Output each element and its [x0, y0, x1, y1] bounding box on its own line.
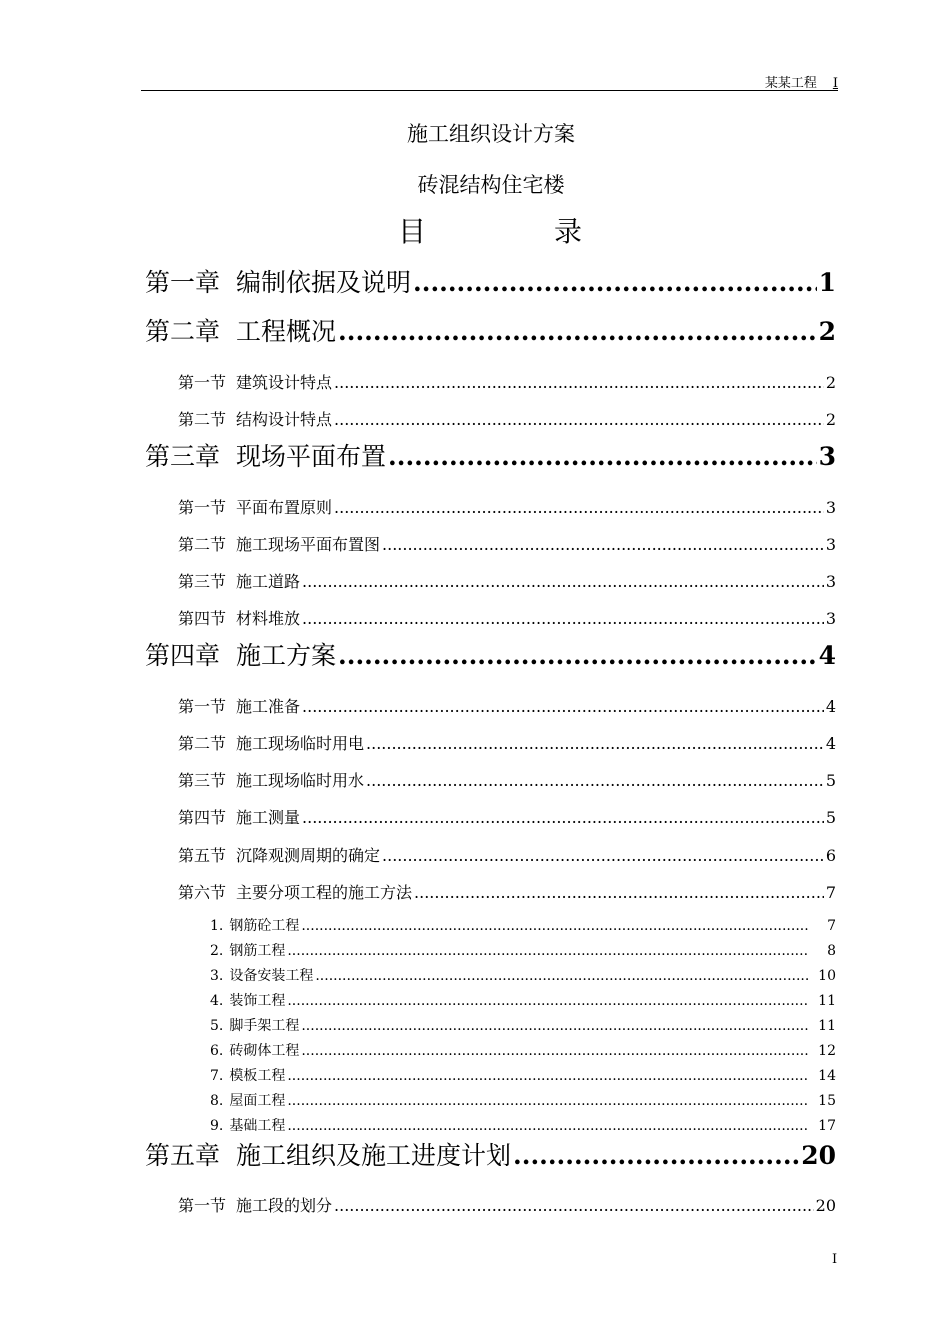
- header-title: 某某工程: [764, 76, 817, 91]
- toc-dot-leader: [334, 1196, 814, 1215]
- toc-entry-number: 第四节: [178, 808, 227, 827]
- toc-entry-sub[interactable]: [210, 1065, 836, 1085]
- toc-entry-label: [178, 805, 300, 828]
- toc-entry-label: [178, 731, 364, 754]
- toc-entry-number: 第二节: [178, 734, 227, 753]
- toc-entry-title: 施工测量: [236, 808, 301, 827]
- toc-dot-leader: [287, 1068, 808, 1084]
- toc-entry-page: 4: [825, 734, 836, 753]
- toc-entry-number: 1.: [210, 918, 224, 934]
- toc-entry-sub[interactable]: [210, 965, 836, 985]
- toc-entry-number: 第二节: [178, 410, 227, 429]
- toc-entry-title: 材料堆放: [236, 609, 301, 628]
- toc-entry-title: 设备安装工程: [229, 968, 314, 984]
- toc-entry-section[interactable]: [178, 495, 836, 518]
- toc-entry-title: 建筑设计特点: [236, 373, 333, 392]
- toc-entry-page: 15: [818, 1093, 836, 1109]
- toc-entry-number: 第一节: [178, 373, 227, 392]
- page-header: [141, 70, 838, 91]
- toc-dot-leader: [334, 373, 824, 392]
- toc-entry-label: [145, 312, 336, 348]
- toc-entry-label: [145, 263, 411, 299]
- toc-entry-title: 施工现场临时用电: [236, 734, 365, 753]
- toc-dot-leader: [414, 883, 824, 902]
- toc-dot-leader: [302, 808, 824, 827]
- toc-entry-page: 2: [825, 373, 836, 392]
- document-title: 施工组织设计方案: [407, 122, 575, 146]
- toc-entry-sub[interactable]: [210, 915, 836, 935]
- toc-entry-number: 第一节: [178, 1196, 227, 1215]
- toc-entry-page: 7: [825, 883, 836, 902]
- toc-entry-title: 施工现场临时用水: [236, 771, 365, 790]
- toc-entry-section[interactable]: [178, 532, 836, 555]
- toc-entry-label: [178, 880, 412, 903]
- toc-dot-leader: [413, 268, 817, 297]
- toc-dot-leader: [366, 734, 824, 753]
- toc-entry-number: 7.: [210, 1068, 224, 1084]
- toc-entry-page: 8: [827, 943, 836, 959]
- footer-page-number: I: [832, 1252, 838, 1267]
- toc-entry-number: 第一章: [145, 268, 221, 297]
- toc-entry-sub[interactable]: [210, 1015, 836, 1035]
- toc-entry-sub[interactable]: [210, 990, 836, 1010]
- toc-dot-leader: [338, 317, 817, 346]
- toc-entry-section[interactable]: [178, 407, 836, 430]
- toc-dot-leader: [338, 641, 817, 670]
- toc-entry-page: 14: [818, 1068, 836, 1084]
- toc-dot-leader: [366, 771, 824, 790]
- toc-entry-title: 基础工程: [229, 1118, 286, 1134]
- toc-entry-sub[interactable]: [210, 1040, 836, 1060]
- toc-entry-label: [210, 1065, 285, 1085]
- toc-heading-left: 目: [398, 215, 427, 248]
- toc-dot-leader: [334, 498, 824, 517]
- toc-entry-label: [210, 1040, 299, 1060]
- toc-dot-leader: [302, 572, 824, 591]
- toc-entry-section[interactable]: [178, 731, 836, 754]
- toc-entry-page: 17: [818, 1118, 836, 1134]
- toc-dot-leader: [302, 609, 824, 628]
- toc-entry-number: 第六节: [178, 883, 227, 902]
- toc-entry-page: 10: [818, 968, 836, 984]
- toc-entry-title: 施工道路: [236, 572, 301, 591]
- toc-dot-leader: [382, 535, 824, 554]
- toc-entry-page: 4: [825, 697, 836, 716]
- toc-entry-section[interactable]: [178, 1193, 836, 1216]
- toc-entry-section[interactable]: [178, 370, 836, 393]
- toc-entry-number: 第四节: [178, 609, 227, 628]
- toc-entry-page: 2: [818, 317, 836, 346]
- toc-entry-page: 5: [825, 771, 836, 790]
- toc-entry-page: 7: [827, 918, 836, 934]
- toc-entry-title: 模板工程: [229, 1068, 286, 1084]
- toc-entry-number: 第四章: [145, 641, 221, 670]
- toc-entry-label: [178, 370, 332, 393]
- toc-entry-page: 3: [825, 572, 836, 591]
- toc-entry-number: 6.: [210, 1043, 224, 1059]
- toc-entry-page: 20: [815, 1196, 836, 1215]
- toc-dot-leader: [301, 1043, 808, 1059]
- toc-entry-label: [210, 940, 285, 960]
- toc-entry-number: 第一节: [178, 498, 227, 517]
- toc-entry-number: 3.: [210, 968, 224, 984]
- toc-dot-leader: [315, 968, 808, 984]
- header-page-number: I: [832, 76, 838, 91]
- toc-entry-title: 结构设计特点: [236, 410, 333, 429]
- toc-entry-number: 第五节: [178, 846, 227, 865]
- toc-entry-page: 11: [818, 1018, 836, 1034]
- toc-entry-page: 1: [818, 268, 836, 297]
- toc-entry-section[interactable]: [178, 694, 836, 717]
- toc-entry-title: 施工组织及施工进度计划: [236, 1141, 512, 1170]
- toc-entry-label: [178, 407, 332, 430]
- toc-entry-title: 平面布置原则: [236, 498, 333, 517]
- toc-entry-section[interactable]: [178, 843, 836, 866]
- toc-entry-title: 钢筋工程: [229, 943, 286, 959]
- toc-entry-page: 12: [818, 1043, 836, 1059]
- toc-entry-page: 3: [825, 535, 836, 554]
- toc-entry-sub[interactable]: [210, 1090, 836, 1110]
- toc-entry-title: 钢筋砼工程: [229, 918, 300, 934]
- toc-entry-label: [178, 569, 300, 592]
- toc-entry-number: 第二节: [178, 535, 227, 554]
- toc-entry-page: 3: [825, 498, 836, 517]
- toc-entry-section[interactable]: [178, 880, 836, 903]
- toc-dot-leader: [287, 1093, 808, 1109]
- toc-entry-label: [178, 495, 332, 518]
- toc-entry-label: [145, 636, 336, 672]
- toc-entry-chapter[interactable]: [145, 312, 836, 348]
- toc-heading: [398, 210, 582, 250]
- toc-entry-label: [178, 694, 300, 717]
- toc-entry-chapter[interactable]: [145, 1136, 836, 1172]
- toc-entry-label: [210, 915, 299, 935]
- toc-entry-page: 11: [818, 993, 836, 1009]
- toc-entry-number: 第五章: [145, 1141, 221, 1170]
- toc-entry-section[interactable]: [178, 569, 836, 592]
- toc-dot-leader: [301, 1018, 808, 1034]
- toc-dot-leader: [287, 1118, 808, 1134]
- toc-entry-number: 第三节: [178, 572, 227, 591]
- toc-entry-label: [210, 1015, 299, 1035]
- toc-entry-number: 5.: [210, 1018, 224, 1034]
- toc-entry-title: 现场平面布置: [236, 442, 387, 471]
- toc-entry-chapter[interactable]: [145, 263, 836, 299]
- toc-entry-label: [210, 1090, 285, 1110]
- toc-entry-number: 第三节: [178, 771, 227, 790]
- toc-entry-title: 施工准备: [236, 697, 301, 716]
- toc-dot-leader: [388, 442, 817, 471]
- toc-entry-title: 屋面工程: [229, 1093, 286, 1109]
- toc-entry-page: 3: [818, 442, 836, 471]
- toc-entry-title: 施工现场平面布置图: [236, 535, 381, 554]
- toc-entry-label: [178, 606, 300, 629]
- toc-dot-leader: [334, 410, 824, 429]
- toc-entry-number: 8.: [210, 1093, 224, 1109]
- toc-dot-leader: [287, 943, 808, 959]
- toc-entry-title: 沉降观测周期的确定: [236, 846, 381, 865]
- toc-heading-right: 录: [554, 215, 583, 248]
- toc-entry-title: 施工段的划分: [236, 1196, 333, 1215]
- toc-dot-leader: [302, 697, 824, 716]
- toc-entry-page: 20: [801, 1141, 836, 1170]
- toc-entry-section[interactable]: [178, 606, 836, 629]
- toc-entry-number: 第二章: [145, 317, 221, 346]
- toc-entry-label: [145, 437, 386, 473]
- toc-entry-label: [178, 843, 380, 866]
- toc-entry-number: 2.: [210, 943, 224, 959]
- toc-entry-label: [210, 965, 313, 985]
- toc-entry-title: 脚手架工程: [229, 1018, 300, 1034]
- toc-entry-title: 工程概况: [236, 317, 337, 346]
- toc-dot-leader: [287, 993, 808, 1009]
- toc-dot-leader: [301, 918, 808, 934]
- toc-entry-label: [178, 768, 364, 791]
- toc-dot-leader: [382, 846, 824, 865]
- toc-entry-page: 4: [818, 641, 836, 670]
- toc-entry-chapter[interactable]: [145, 437, 836, 473]
- toc-entry-label: [210, 990, 285, 1010]
- toc-entry-number: 9.: [210, 1118, 224, 1134]
- toc-entry-sub[interactable]: [210, 940, 836, 960]
- toc-entry-page: 3: [825, 609, 836, 628]
- toc-entry-label: [145, 1136, 511, 1172]
- toc-entry-label: [210, 1115, 285, 1135]
- toc-entry-page: 6: [825, 846, 836, 865]
- toc-entry-section[interactable]: [178, 768, 836, 791]
- toc-entry-section[interactable]: [178, 805, 836, 828]
- toc-entry-label: [178, 1193, 332, 1216]
- toc-entry-number: 第三章: [145, 442, 221, 471]
- toc-entry-chapter[interactable]: [145, 636, 836, 672]
- toc-entry-title: 主要分项工程的施工方法: [236, 883, 413, 902]
- toc-entry-sub[interactable]: [210, 1115, 836, 1135]
- document-subtitle: 砖混结构住宅楼: [417, 173, 565, 197]
- toc-entry-title: 施工方案: [236, 641, 337, 670]
- toc-entry-title: 装饰工程: [229, 993, 286, 1009]
- toc-entry-title: 砖砌体工程: [229, 1043, 300, 1059]
- toc-dot-leader: [513, 1141, 799, 1170]
- toc-entry-label: [178, 532, 380, 555]
- toc-entry-page: 2: [825, 410, 836, 429]
- toc-entry-number: 4.: [210, 993, 224, 1009]
- toc-entry-page: 5: [825, 808, 836, 827]
- toc-entry-title: 编制依据及说明: [236, 268, 412, 297]
- header-text: [765, 72, 838, 91]
- toc-entry-number: 第一节: [178, 697, 227, 716]
